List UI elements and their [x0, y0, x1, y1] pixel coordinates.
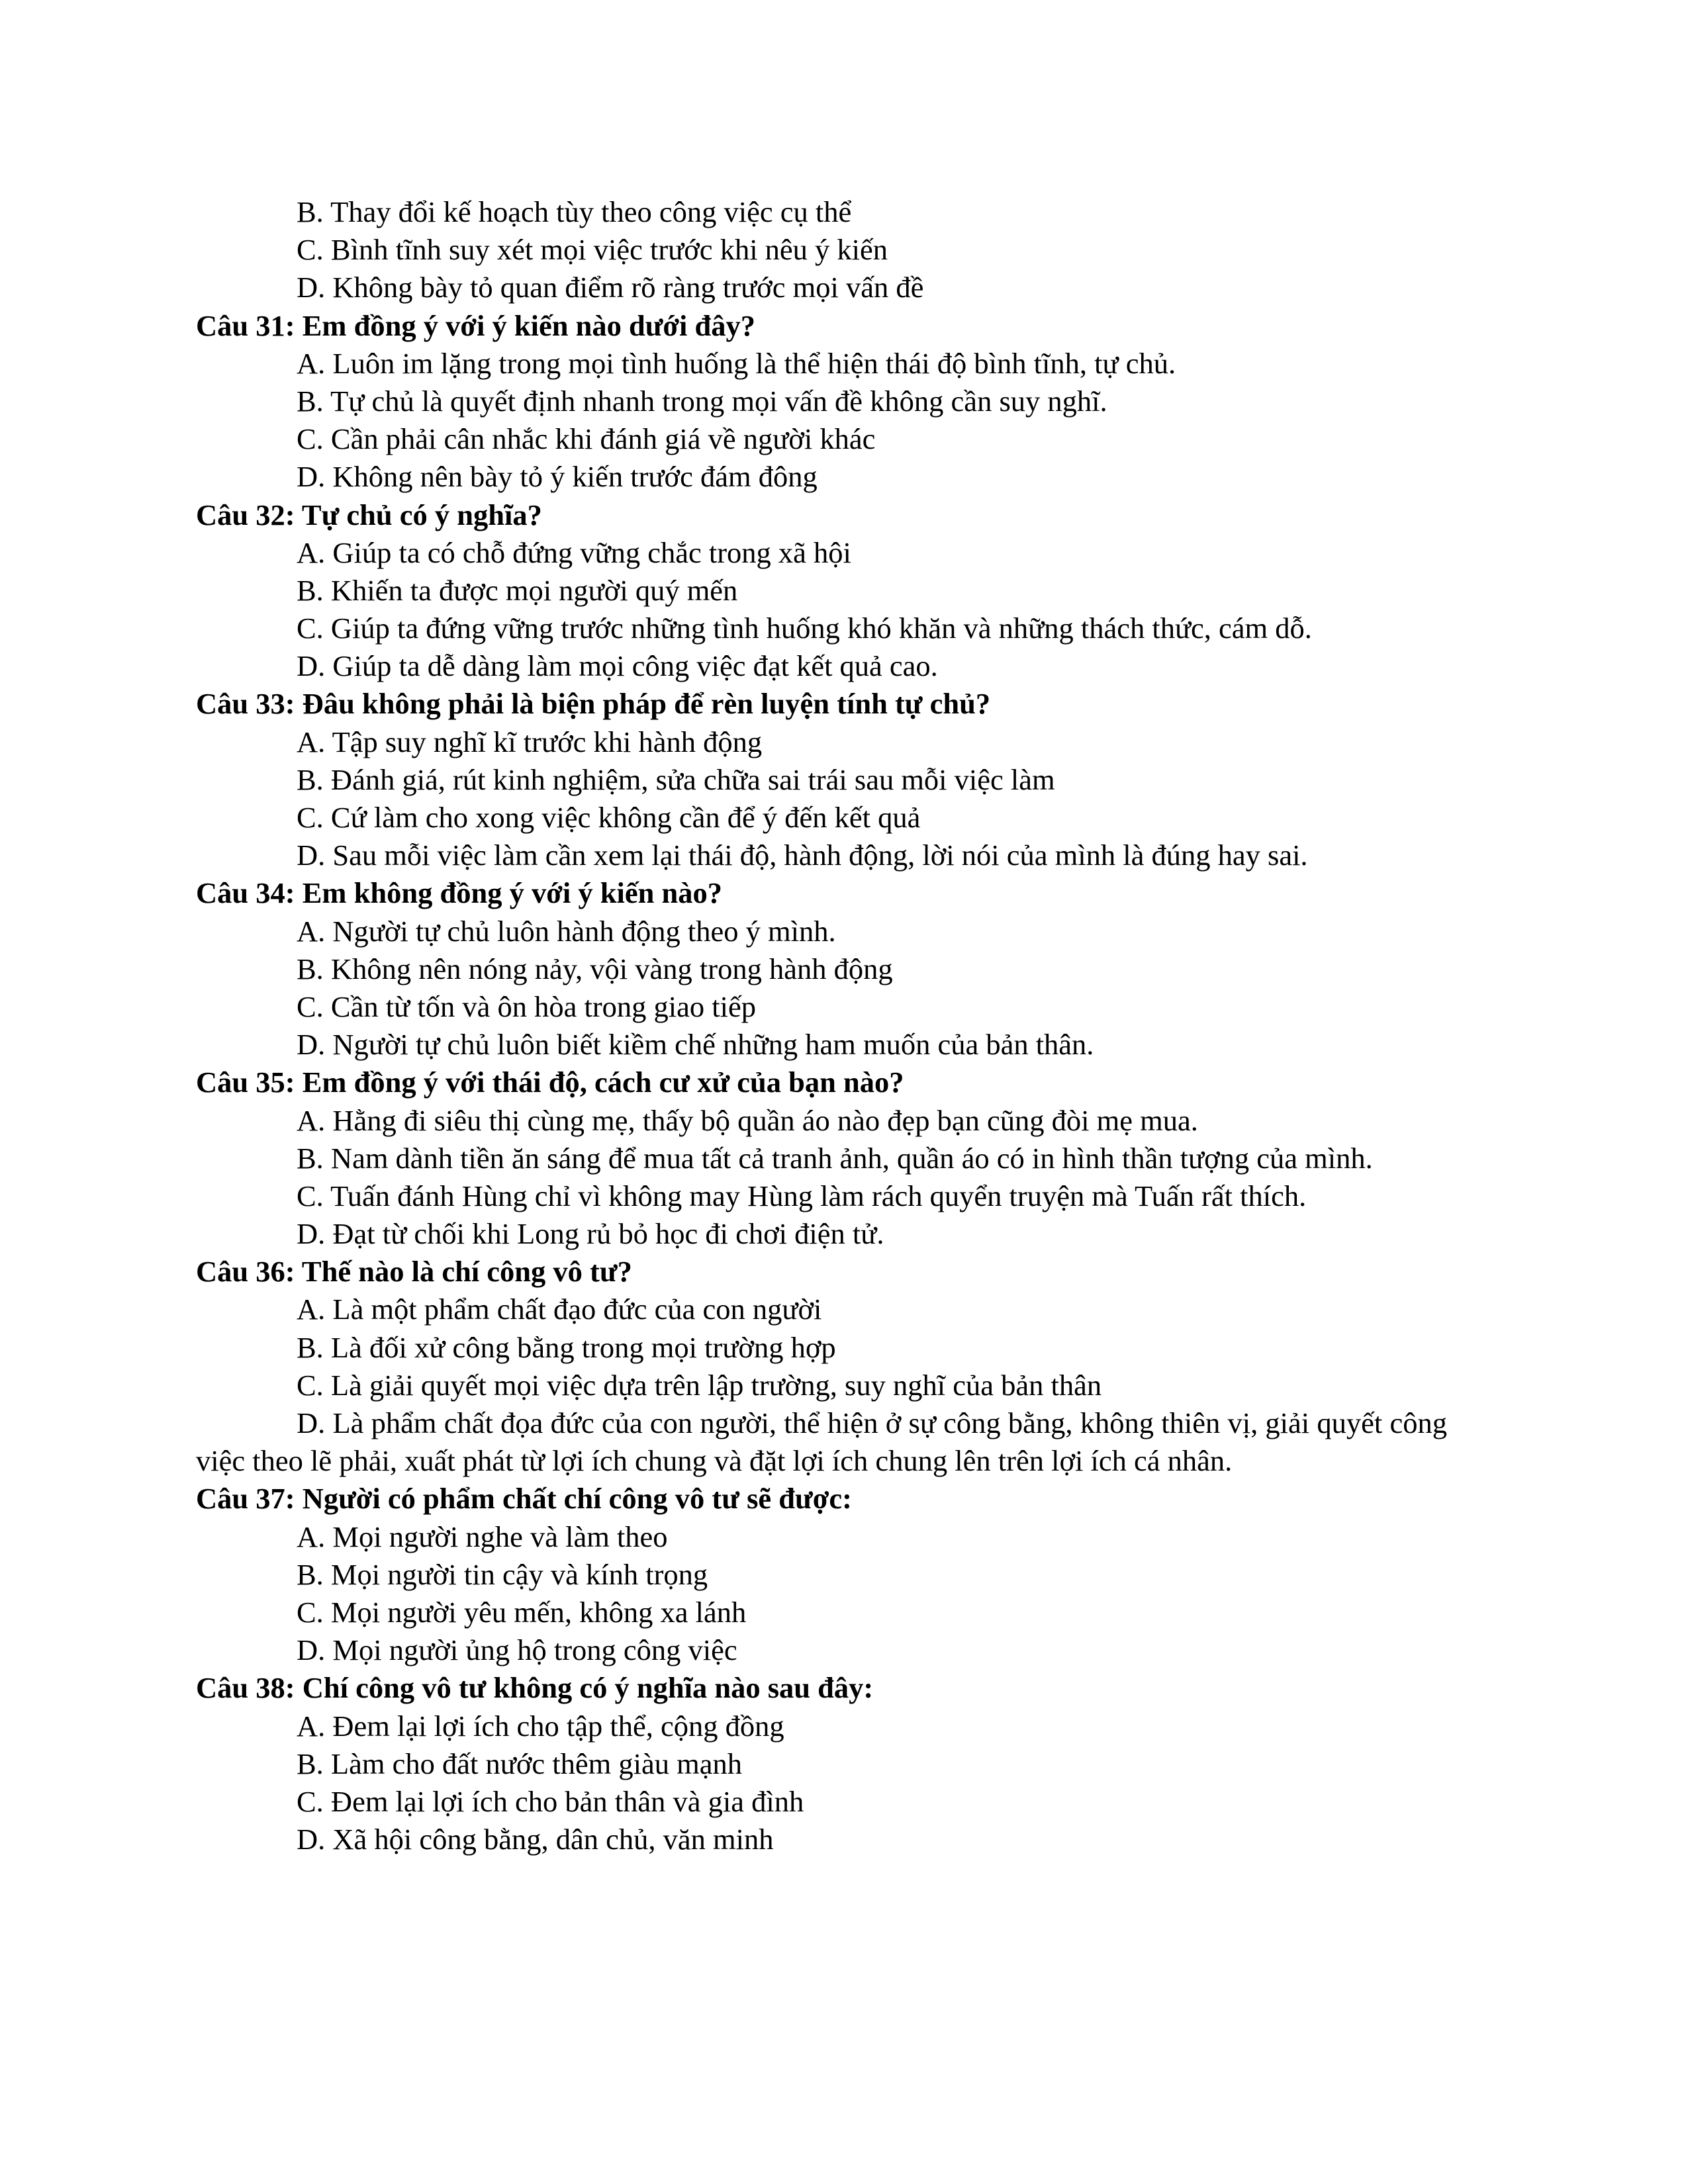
- answer-option: A. Luôn im lặng trong mọi tình huống là thể hiện thái độ bình tĩnh, tự chủ.: [297, 346, 1176, 380]
- answer-option: D. Không bày tỏ quan điểm rõ ràng trước mọi vấn đề: [297, 271, 924, 304]
- answer-option: B. Khiến ta được mọi người quý mến: [297, 573, 738, 607]
- answer-option: C. Mọi người yêu mến, không xa lánh: [297, 1595, 747, 1629]
- answer-option: A. Tập suy nghĩ kĩ trước khi hành động: [297, 725, 763, 758]
- answer-option: C. Đem lại lợi ích cho bản thân và gia đình: [297, 1784, 804, 1818]
- answer-option: A. Là một phẩm chất đạo đức của con người: [297, 1293, 822, 1326]
- answer-option: A. Đem lại lợi ích cho tập thể, cộng đồng: [297, 1709, 784, 1743]
- answer-option: B. Nam dành tiền ăn sáng để mua tất cả tranh ảnh, quần áo có in hình thần tượng của mình.: [297, 1141, 1373, 1175]
- answer-option: C. Cứ làm cho xong việc không cần để ý đến kết quả: [297, 801, 921, 834]
- question-heading: Câu 35: Em đồng ý với thái độ, cách cư xử của bạn nào?: [196, 1066, 904, 1099]
- answer-option: C. Cần từ tốn và ôn hòa trong giao tiếp: [297, 989, 756, 1023]
- question-heading: Câu 37: Người có phẩm chất chí công vô tư sẽ được:: [196, 1482, 852, 1516]
- answer-option: C. Giúp ta đứng vững trước những tình huống khó khăn và những thách thức, cám dỗ.: [297, 612, 1312, 645]
- answer-option: B. Đánh giá, rút kinh nghiệm, sửa chữa sai trái sau mỗi việc làm: [297, 762, 1055, 796]
- answer-option: A. Mọi người nghe và làm theo: [297, 1520, 668, 1553]
- answer-option: B. Là đối xử công bằng trong mọi trường hợp: [297, 1330, 836, 1364]
- question-heading: Câu 32: Tự chủ có ý nghĩa?: [196, 498, 542, 531]
- answer-option: D. Không nên bày tỏ ý kiến trước đám đông: [297, 460, 818, 494]
- answer-option: A. Giúp ta có chỗ đứng vững chắc trong xã hội: [297, 535, 851, 569]
- answer-option: D. Giúp ta dễ dàng làm mọi công việc đạt kết quả cao.: [297, 649, 938, 683]
- answer-option: C. Tuấn đánh Hùng chỉ vì không may Hùng làm rách quyển truyện mà Tuấn rất thích.: [297, 1179, 1307, 1212]
- answer-option: C. Là giải quyết mọi việc dựa trên lập trường, suy nghĩ của bản thân: [297, 1368, 1102, 1402]
- answer-option: D. Mọi người ủng hộ trong công việc: [297, 1633, 737, 1667]
- answer-option: B. Làm cho đất nước thêm giàu mạnh: [297, 1747, 742, 1780]
- answer-option: D. Là phẩm chất đọa đức của con người, thể hiện ở sự công bằng, không thiên vị, giải quyết công việc theo lẽ phải, xuất phát từ lợi ích chung và đặt lợi ích chung lên trên lợi ích cá nhân.: [196, 1406, 1447, 1478]
- answer-option: B. Thay đổi kế hoạch tùy theo công việc cụ thể: [297, 195, 852, 228]
- answer-option: B. Tự chủ là quyết định nhanh trong mọi vấn đề không cần suy nghĩ.: [297, 384, 1107, 418]
- question-heading: Câu 34: Em không đồng ý với ý kiến nào?: [196, 876, 722, 910]
- answer-option: B. Mọi người tin cậy và kính trọng: [297, 1557, 708, 1591]
- question-heading: Câu 38: Chí công vô tư không có ý nghĩa nào sau đây:: [196, 1671, 874, 1705]
- question-heading: Câu 33: Đâu không phải là biện pháp để rèn luyện tính tự chủ?: [196, 687, 991, 721]
- question-heading: Câu 31: Em đồng ý với ý kiến nào dưới đây?: [196, 308, 756, 342]
- answer-option: D. Sau mỗi việc làm cần xem lại thái độ, hành động, lời nói của mình là đúng hay sai.: [297, 839, 1308, 872]
- answer-option: C. Bình tĩnh suy xét mọi việc trước khi nêu ý kiến: [297, 233, 888, 267]
- answer-option: B. Không nên nóng nảy, vội vàng trong hành động: [297, 952, 893, 985]
- answer-option: A. Hằng đi siêu thị cùng mẹ, thấy bộ quần áo nào đẹp bạn cũng đòi mẹ mua.: [297, 1103, 1198, 1137]
- answer-option: D. Người tự chủ luôn biết kiềm chế những ham muốn của bản thân.: [297, 1028, 1094, 1062]
- answer-option: D. Xã hội công bằng, dân chủ, văn minh: [297, 1823, 774, 1856]
- answer-option: C. Cần phải cân nhắc khi đánh giá về người khác: [297, 422, 876, 456]
- answer-option: A. Người tự chủ luôn hành động theo ý mình.: [297, 914, 836, 948]
- question-heading: Câu 36: Thế nào là chí công vô tư?: [196, 1255, 632, 1289]
- answer-option: D. Đạt từ chối khi Long rủ bỏ học đi chơi điện tử.: [297, 1217, 884, 1251]
- quiz-content: [196, 193, 1447, 1858]
